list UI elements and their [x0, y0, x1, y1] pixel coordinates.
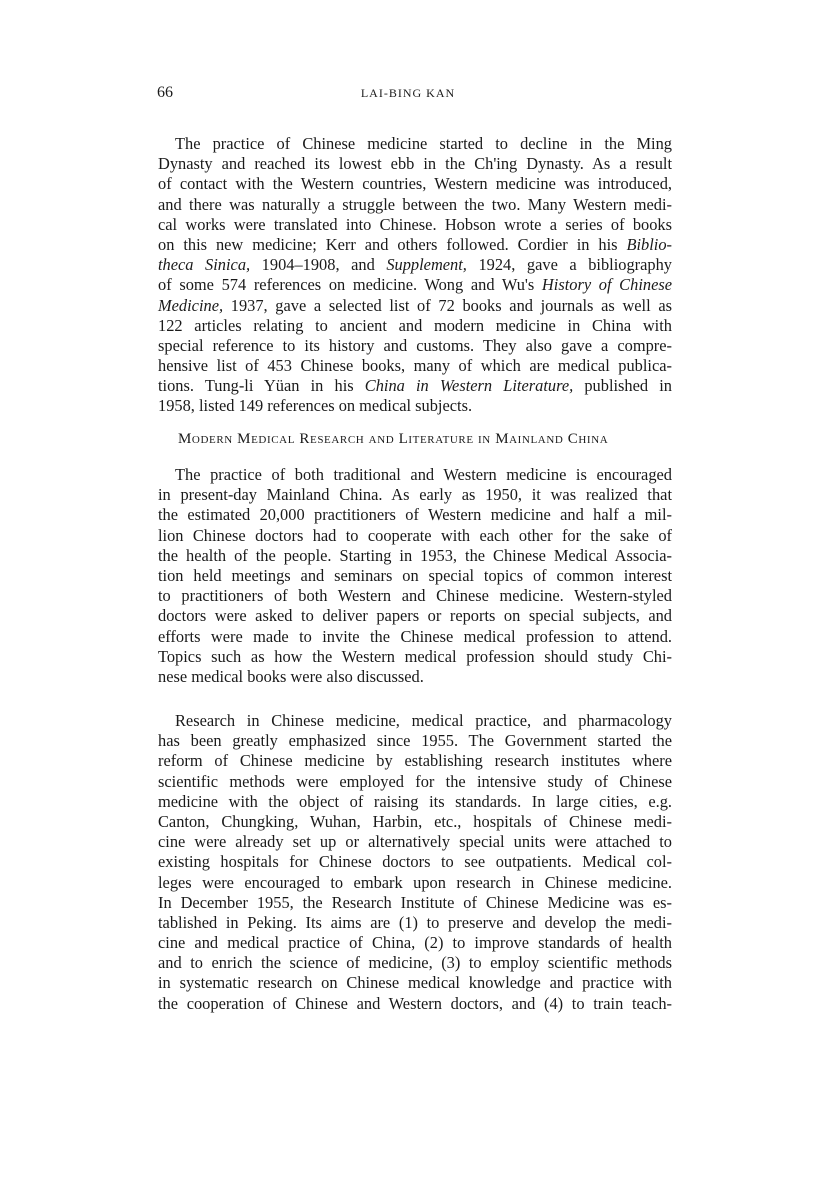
text-segment: on this new medicine; Kerr and others followed. Cordier in his [158, 234, 627, 254]
text-line [158, 215, 672, 235]
text-segment: efforts were made to invite the Chinese medical profession to attend. [158, 626, 672, 646]
text-line [158, 526, 672, 546]
text-line [158, 485, 672, 505]
text-segment: lion Chinese doctors had to cooperate with each other for the sake of [158, 525, 672, 545]
text-line [158, 731, 672, 751]
text-segment: 1924, gave a bibliography [466, 255, 672, 275]
text-line [158, 336, 672, 356]
italic-title: Medicine, [158, 295, 224, 315]
text-segment: of some 574 references on medicine. Wong and Wu's [158, 275, 542, 295]
text-segment: tablished in Peking. Its aims are (1) to preserve and develop the medi- [158, 912, 672, 932]
text-line [158, 255, 672, 275]
text-line [158, 772, 672, 792]
text-line [158, 751, 672, 771]
running-title: LAI-BING KAN [360, 86, 456, 100]
text-segment: medicine with the object of raising its standards. In large cities, e.g. [158, 791, 672, 811]
text-line [158, 913, 672, 933]
text-line [158, 396, 672, 416]
text-line [158, 832, 672, 852]
text-segment: Topics such as how the Western medical profession should study Chi- [158, 646, 672, 666]
text-segment: The practice of Chinese medicine started to decline in the Ming [175, 134, 672, 153]
text-line [158, 893, 672, 913]
text-segment: The practice of both traditional and Western medicine is encouraged [175, 465, 672, 484]
text-line [158, 647, 672, 667]
text-segment: of contact with the Western countries, Western medicine was introduced, [158, 174, 672, 194]
text-line [158, 953, 672, 973]
text-line [158, 586, 672, 606]
italic-title: History of Chinese [541, 275, 672, 295]
text-line [158, 873, 672, 893]
text-segment: existing hospitals for Chinese doctors to see outpatients. Medical col- [158, 852, 672, 872]
text-segment: Dynasty and reached its lowest ebb in the Ch'ing Dynasty. As a result [158, 154, 672, 174]
text-line [158, 852, 672, 872]
text-segment: the estimated 20,000 practitioners of Western medicine and half a mil- [158, 505, 672, 525]
italic-title: China in Western Literature, [364, 376, 574, 396]
text-line [158, 667, 672, 687]
text-line [158, 235, 672, 255]
text-segment: 122 articles relating to ancient and modern medicine in China with [158, 315, 672, 335]
text-segment: Research in Chinese medicine, medical practice, and pharmacology [175, 711, 672, 730]
text-line [158, 154, 672, 174]
text-segment: cine and medical practice of China, (2) to improve standards of health [158, 933, 672, 953]
text-segment: and there was naturally a struggle between the two. Many Western medi- [158, 194, 672, 214]
text-segment: and to enrich the science of medicine, (3) to employ scientific methods [158, 953, 672, 973]
paragraph [158, 134, 672, 417]
text-line [158, 994, 672, 1014]
text-segment: Canton, Chungking, Wuhan, Harbin, etc., hospitals of Chinese medi- [158, 811, 672, 831]
text-line [158, 195, 672, 215]
text-segment: doctors were asked to deliver papers or reports on special subjects, and [158, 606, 672, 626]
text-line [158, 566, 672, 586]
text-line [158, 376, 672, 396]
text-segment: the health of the people. Starting in 1953, the Chinese Medical Associa- [158, 545, 672, 565]
italic-title: Biblio- [626, 234, 672, 254]
text-segment: cal works were translated into Chinese. Hobson wrote a series of books [158, 214, 672, 234]
text-segment: in present-day Mainland China. As early as 1950, it was realized that [158, 485, 672, 505]
text-line [158, 627, 672, 647]
text-line [158, 711, 672, 731]
text-line [158, 933, 672, 953]
page-number: 66 [157, 84, 173, 101]
text-line [158, 812, 672, 832]
text-line [158, 505, 672, 525]
text-segment: 1904–1908, and [250, 255, 387, 275]
text-line [158, 356, 672, 376]
text-segment: to practitioners of both Western and Chinese medicine. Western-styled [158, 586, 672, 606]
text-segment: 1937, gave a selected list of 72 books and journals as well as [223, 295, 672, 315]
text-segment: published in [573, 376, 672, 396]
text-line [158, 546, 672, 566]
text-segment: nese medical books were also discussed. [158, 666, 424, 686]
text-segment: tion held meetings and seminars on special topics of common interest [158, 565, 672, 585]
text-line [158, 275, 672, 295]
text-line [158, 973, 672, 993]
text-line [158, 174, 672, 194]
text-segment: scientific methods were employed for the intensive study of Chinese [158, 771, 672, 791]
text-segment: special reference to its history and customs. They also gave a compre- [158, 335, 672, 355]
text-line [158, 606, 672, 626]
text-segment: In December 1955, the Research Institute of Chinese Medicine was es- [158, 892, 672, 912]
text-segment: tions. Tung-li Yüan in his [158, 376, 365, 396]
text-segment: hensive list of 453 Chinese books, many of which are medical publica- [158, 356, 672, 376]
text-segment: in systematic research on Chinese medical knowledge and practice with [158, 973, 672, 993]
paragraph [158, 465, 672, 687]
section-heading: Modern Medical Research and Literature in Mainland China [178, 431, 609, 447]
text-segment: the cooperation of Chinese and Western doctors, and (4) to train teach- [158, 993, 672, 1013]
text-segment: reform of Chinese medicine by establishing research institutes where [158, 751, 672, 771]
text-line [158, 316, 672, 336]
italic-title: theca Sinica, [158, 255, 251, 275]
text-line [158, 296, 672, 316]
text-line [158, 792, 672, 812]
text-line [158, 134, 672, 154]
text-segment: leges were encouraged to embark upon research in Chinese medicine. [158, 872, 672, 892]
italic-title: Supplement, [386, 255, 467, 275]
paragraph [158, 711, 672, 1014]
text-segment: cine were already set up or alternatively special units were attached to [158, 832, 672, 852]
text-segment: 1958, listed 149 references on medical subjects. [158, 396, 473, 416]
text-segment: has been greatly emphasized since 1955. The Government started the [158, 731, 672, 751]
text-line [158, 465, 672, 485]
